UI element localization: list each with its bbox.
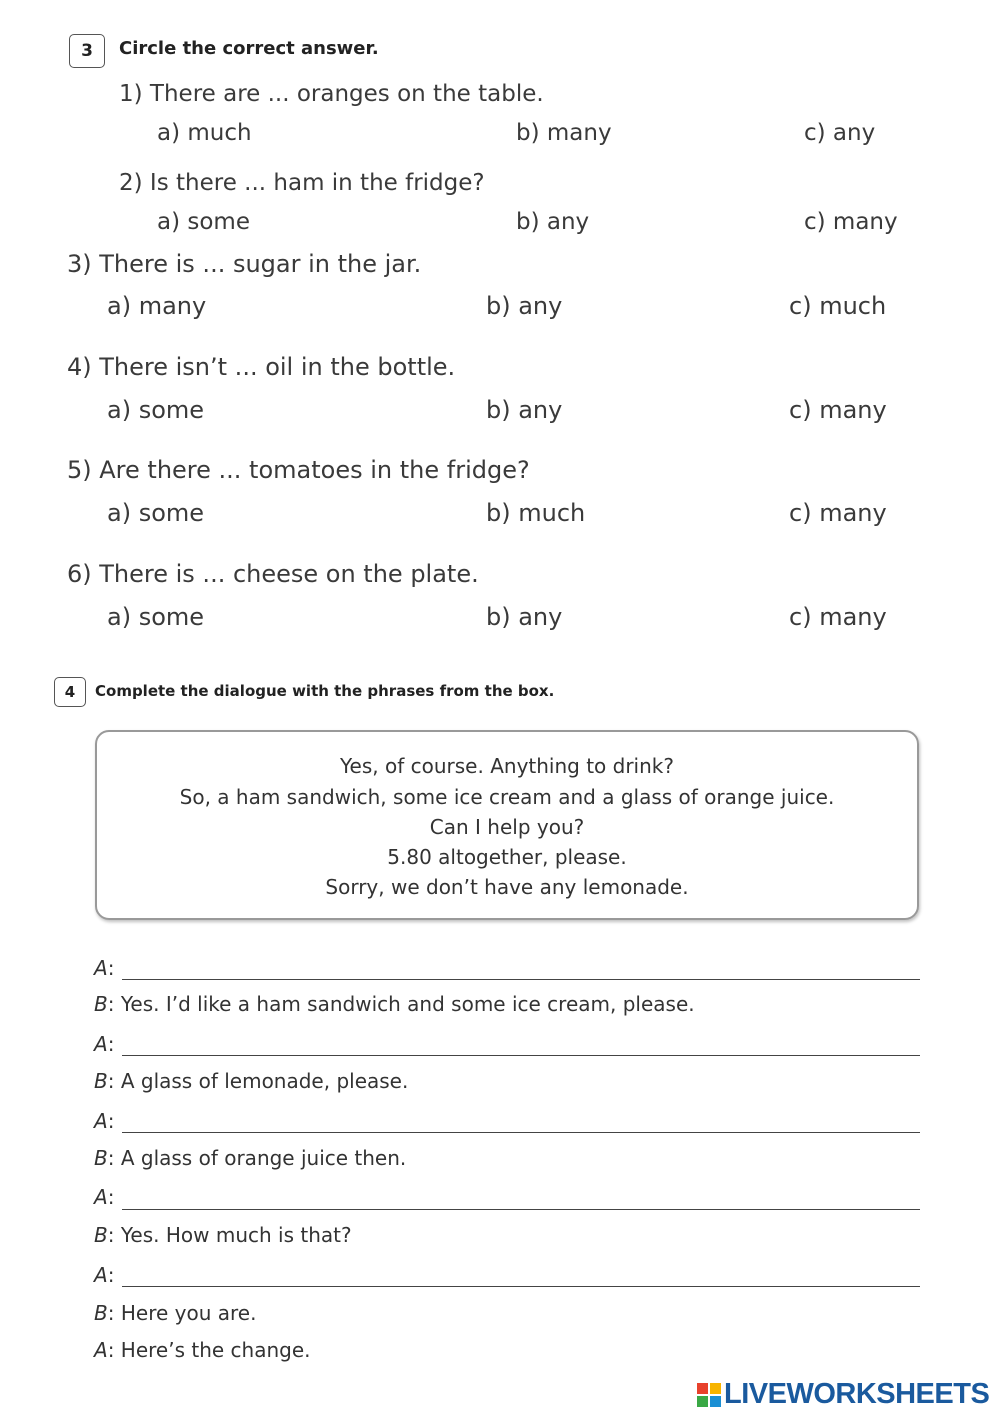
question-6-option-a[interactable]: a) some	[107, 603, 205, 631]
dialogue-line-7: A:	[94, 1185, 115, 1209]
dialogue-line-8: B: Yes. How much is that?	[94, 1223, 352, 1247]
exercise-3-number: 3	[69, 34, 105, 68]
question-5: 5) Are there ... tomatoes in the fridge?	[67, 456, 530, 484]
question-2-option-c[interactable]: c) many	[804, 209, 898, 235]
phrase-1: Yes, of course. Anything to drink?	[340, 754, 674, 778]
phrase-2: So, a ham sandwich, some ice cream and a glass of orange juice.	[179, 785, 835, 809]
answer-blank-4[interactable]	[122, 1209, 920, 1210]
question-6-option-b[interactable]: b) any	[486, 603, 563, 631]
dialogue-line-3: A:	[94, 1032, 115, 1056]
question-2: 2) Is there ... ham in the fridge?	[119, 170, 485, 196]
answer-blank-2[interactable]	[122, 1055, 920, 1056]
question-3-option-c[interactable]: c) much	[789, 292, 887, 320]
liveworksheets-logo[interactable]	[697, 1378, 989, 1411]
question-6-option-c[interactable]: c) many	[789, 603, 887, 631]
question-4-option-b[interactable]: b) any	[486, 396, 563, 424]
exercise-3-heading: Circle the correct answer.	[119, 38, 379, 59]
question-4-option-a[interactable]: a) some	[107, 396, 205, 424]
question-1: 1) There are ... oranges on the table.	[119, 81, 544, 107]
question-3-option-b[interactable]: b) any	[486, 292, 563, 320]
exercise-4-number: 4	[54, 677, 86, 707]
answer-blank-3[interactable]	[122, 1132, 920, 1133]
question-5-option-c[interactable]: c) many	[789, 499, 887, 527]
dialogue-line-10: B: Here you are.	[94, 1301, 257, 1325]
question-3-option-a[interactable]: a) many	[107, 292, 207, 320]
dialogue-line-11: A: Here’s the change.	[94, 1338, 311, 1362]
logo-square-green	[697, 1396, 708, 1407]
question-4: 4) There isn’t ... oil in the bottle.	[67, 353, 456, 381]
question-2-option-b[interactable]: b) any	[516, 209, 590, 235]
answer-blank-5[interactable]	[122, 1286, 920, 1287]
exercise-4-heading: Complete the dialogue with the phrases from the box.	[95, 682, 555, 700]
dialogue-line-9: A:	[94, 1263, 115, 1287]
dialogue-line-1: A:	[94, 956, 115, 980]
question-5-option-a[interactable]: a) some	[107, 499, 205, 527]
question-3: 3) There is ... sugar in the jar.	[67, 250, 422, 278]
phrase-4: 5.80 altogether, please.	[387, 845, 627, 869]
dialogue-line-6: B: A glass of orange juice then.	[94, 1146, 407, 1170]
dialogue-line-5: A:	[94, 1109, 115, 1133]
dialogue-line-4: B: A glass of lemonade, please.	[94, 1069, 409, 1093]
question-5-option-b[interactable]: b) much	[486, 499, 586, 527]
phrase-5: Sorry, we don’t have any lemonade.	[325, 875, 689, 899]
dialogue-line-2: B: Yes. I’d like a ham sandwich and some ice cream, please.	[94, 992, 695, 1016]
logo-square-yellow	[710, 1383, 721, 1394]
phrase-box	[95, 730, 919, 920]
logo-square-red	[697, 1383, 708, 1394]
question-1-option-a[interactable]: a) much	[157, 120, 252, 146]
question-1-option-b[interactable]: b) many	[516, 120, 612, 146]
question-4-option-c[interactable]: c) many	[789, 396, 887, 424]
answer-blank-1[interactable]	[122, 979, 920, 980]
logo-square-blue	[710, 1396, 721, 1407]
question-2-option-a[interactable]: a) some	[157, 209, 250, 235]
logo-text: LIVEWORKSHEETS	[724, 1378, 990, 1410]
question-1-option-c[interactable]: c) any	[804, 120, 876, 146]
phrase-3: Can I help you?	[429, 815, 585, 839]
question-6: 6) There is ... cheese on the plate.	[67, 560, 479, 588]
liveworksheets-icon	[697, 1383, 721, 1407]
